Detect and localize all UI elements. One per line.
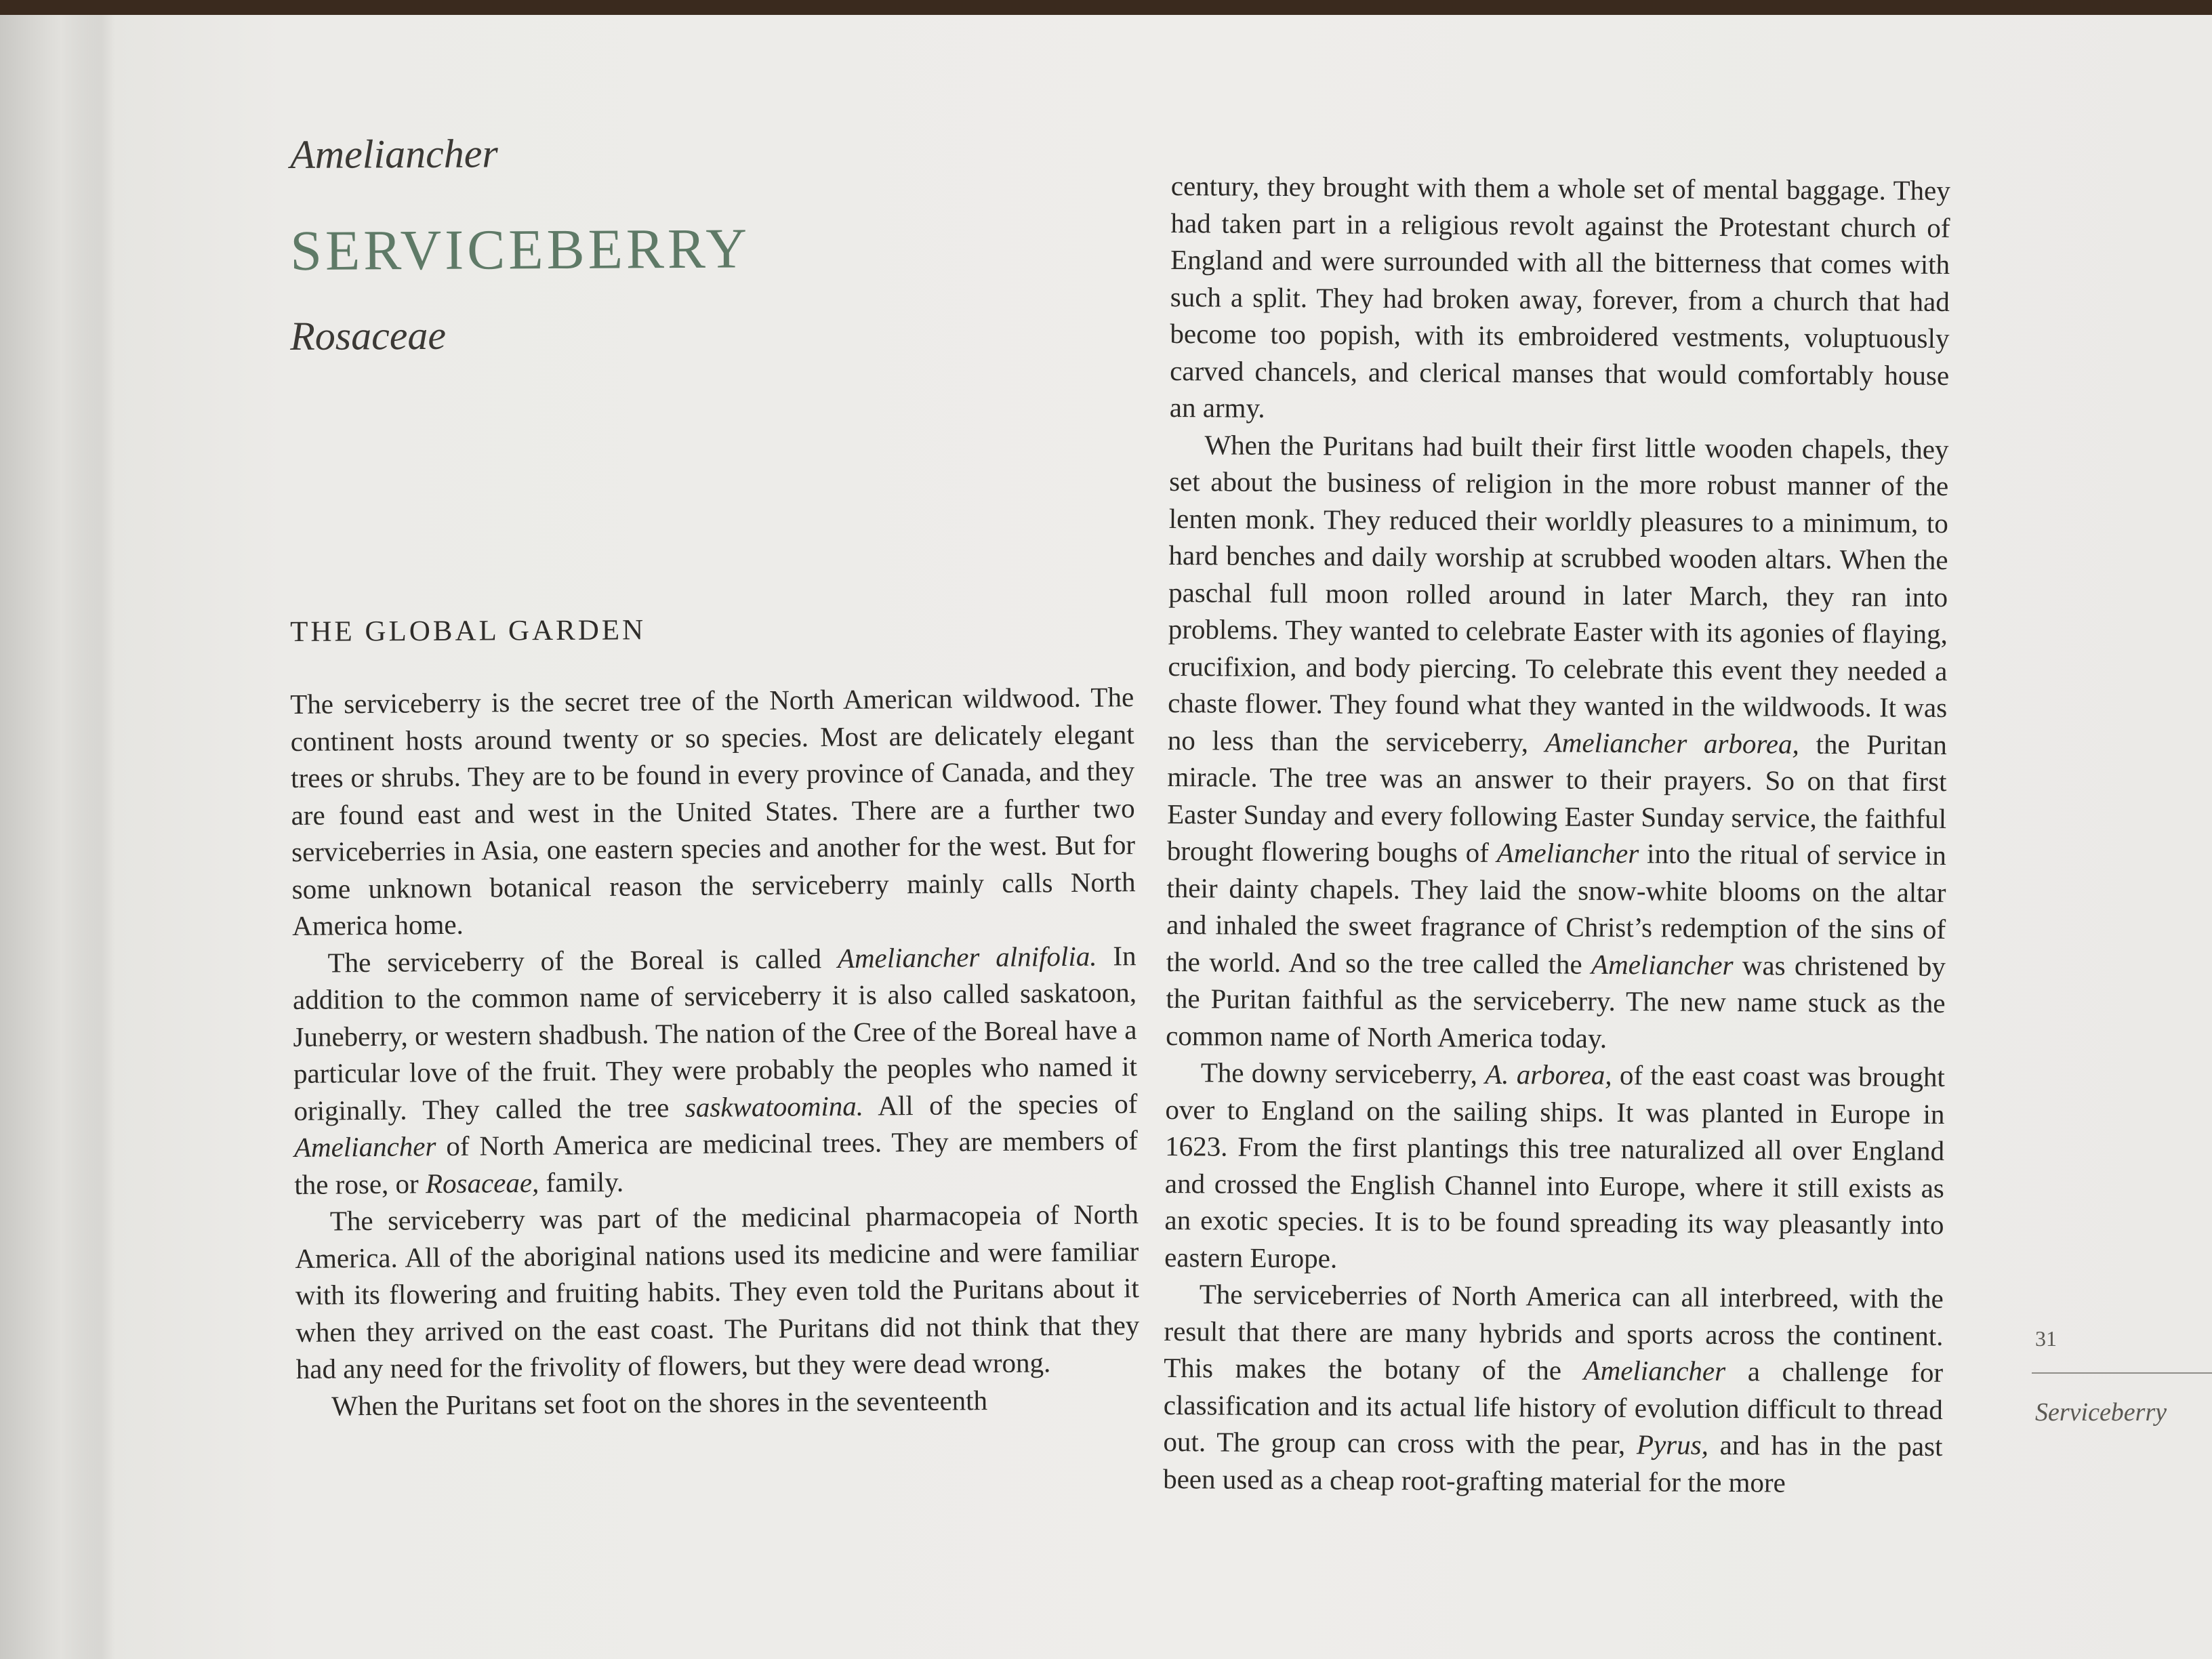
text-run: When the Puritans had built their first little wooden chapels, they set about the business of religion in the more robust manner of the lenten monk. They reduced their worldly pleasures to a minimum, to hard benches and daily worship at scrubbed wooden altars. When the paschal full moon rolled around in later March, they ran into problems. They wanted to celebrate Easter with its agonies of flaying, crucifixion, and body piercing. To celebrate this event they needed a chaste flower. They found what they wanted in the wildwoods. It was no less than the serviceberry, (1167, 428, 1949, 758)
section-heading: THE GLOBAL GARDEN (290, 614, 647, 648)
italic-term: Ameliancher arborea, (1544, 726, 1799, 760)
text-run: a challenge for classification and its actual life history of evolution difficult to thread out. The group can cross with the pear, (1163, 1355, 1944, 1460)
common-name-title: SERVICEBERRY (290, 217, 751, 283)
running-title: Serviceberry (2035, 1398, 2167, 1427)
text-run: of North America are medicinal trees. They are members of the rose, or (294, 1124, 1139, 1200)
paragraph (1166, 426, 1949, 1059)
genus-name: Ameliancher (290, 131, 498, 177)
family-name: Rosaceae (290, 312, 447, 359)
text-run: The downy serviceberry, (1200, 1057, 1486, 1090)
text-run: the Puritan miracle. The tree was an answer to their prayers. So on that first Easter Sunday and every following Easter Sunday service, the faithful brought flowering boughs of (1166, 728, 1947, 868)
text-run: was christened by the Puritan faithful as the serviceberry. The new name stuck as the common name of North America today. (1166, 949, 1946, 1054)
paragraph: century, they brought with them a whole set of mental baggage. They had taken part in a religious revolt against the Protestant church of England and were surrounded with all the bitterness that comes with such a split. They had broken away, forever, from a church that had become too popish, with its embroidered vestments, voluptuously carved chancels, and clerical manses that would comfortably house an army. (1169, 169, 1950, 424)
italic-term: Pyrus, (1636, 1429, 1709, 1460)
paragraph (1164, 1054, 1945, 1280)
paragraph: When the Puritans set foot on the shores in the seventeenth (331, 1384, 988, 1422)
italic-term: Ameliancher (1496, 836, 1639, 869)
paragraph (292, 937, 1138, 1203)
right-text-column (1163, 167, 1950, 1502)
text-run: The serviceberry of the Boreal is called (327, 942, 838, 979)
text-run: The serviceberries of North America can all interbreed, with the result that there are many hybrids and sports across the continent. This makes the botany of the (1164, 1278, 1944, 1386)
text-run: and has in the past been used as a cheap root-grafting material for the more (1163, 1429, 1943, 1498)
left-text-column (290, 678, 1140, 1425)
text-run: All of the species of (863, 1087, 1138, 1122)
italic-term: A. arborea, (1485, 1058, 1612, 1090)
italic-term: Ameliancher (1591, 948, 1734, 981)
paragraph: The serviceberry was part of the medicinal pharmacopeia of North America. All of the aboriginal nations used its medicine and were familiar with its flowering and fruiting habits. They even told the Puritans about it when they arrived on the east coast. The Puritans did not think that they had any need for the frivolity of flowers, but they were dead wrong. (295, 1198, 1140, 1385)
paragraph (1163, 1275, 1944, 1502)
page-gutter-shadow (0, 15, 115, 1659)
paragraph: The serviceberry is the secret tree of the North American wildwood. The continent hosts around twenty or so species. Most are delicately elegant trees or shrubs. They are to be found in every province of Canada, and they are found east and west in the United States. There are a further two serviceberries in Asia, one eastern species and another for the west. But for some unknown botanical reason the serviceberry mainly calls North America home. (290, 681, 1136, 941)
italic-term: Ameliancher (293, 1130, 436, 1163)
text-run: of the east coast was brought over to England on the sailing ships. It was planted in Europe in 1623. From the first plantings this tree naturalized all over England and crossed the English Channel into Europe, where it still exists as an exotic species. It is to be found spreading its way pleasantly into eastern Europe. (1164, 1059, 1945, 1274)
italic-term: Ameliancher (1583, 1354, 1726, 1387)
book-page (0, 15, 2212, 1659)
margin-rule (2032, 1372, 2212, 1374)
italic-term: Ameliancher alnifolia. (837, 940, 1097, 974)
text-run: into the ritual of service in their dainty chapels. They laid the snow-white blooms on the altar and inhaled the sweet fragrance of Christ’s redemption of the sins of the world. And so the tree called the (1166, 838, 1946, 980)
page-number: 31 (2035, 1326, 2057, 1351)
italic-term: Rosaceae, (425, 1166, 539, 1199)
text-run: family. (539, 1166, 624, 1198)
text-run: In addition to the common name of serviceberry it is also called saskatoon, Juneberry, or western shadbush. The nation of the Cree of the Boreal have a particular love of the fruit. They were probably the peoples who named it originally. They called the tree (292, 939, 1138, 1126)
italic-term: saskwatoomina. (684, 1090, 864, 1123)
